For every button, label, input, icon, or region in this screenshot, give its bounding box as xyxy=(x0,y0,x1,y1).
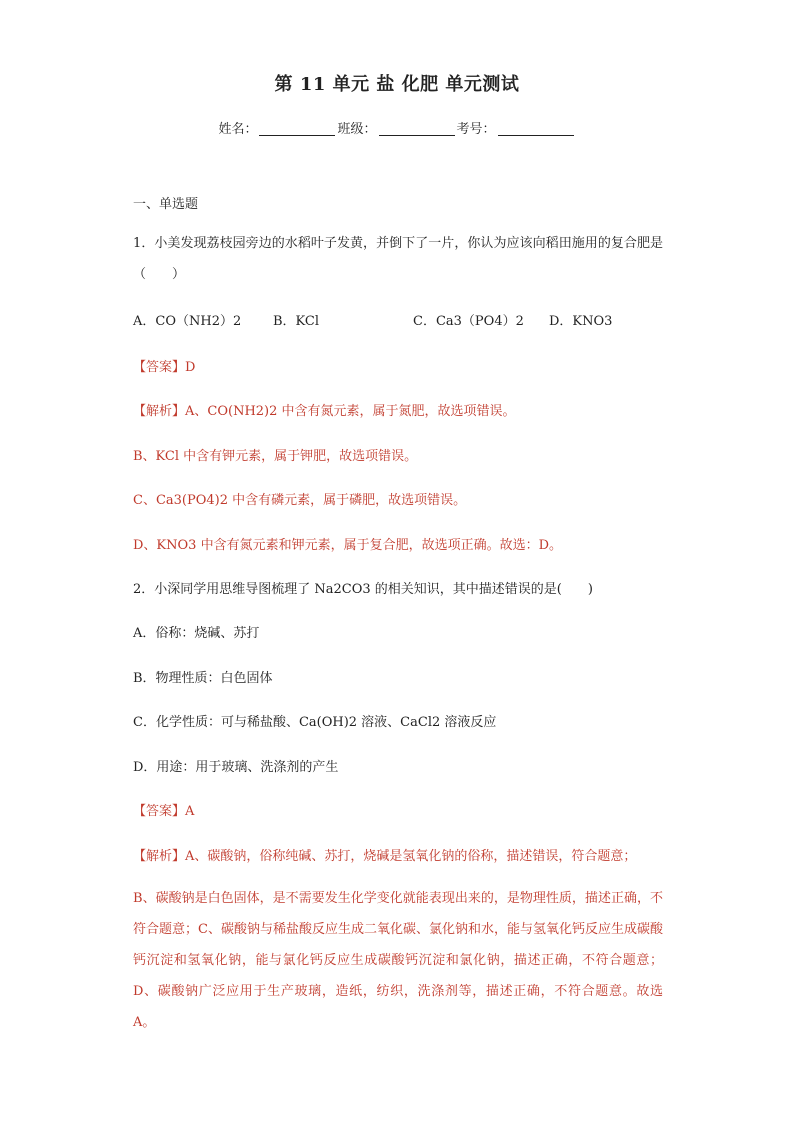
name-blank[interactable] xyxy=(259,121,335,136)
student-info-line xyxy=(0,118,794,137)
q1-option-d: D．KNO3 xyxy=(549,314,613,329)
question-2-stem: 2．小深同学用思维导图梳理了 Na2CO3 的相关知识，其中描述错误的是( ) xyxy=(133,582,593,597)
q2-answer: 【答案】A xyxy=(133,804,195,819)
q1-analysis-d: D、KNO3 中含有氮元素和钾元素，属于复合肥，故选项正确。故选：D。 xyxy=(133,538,562,553)
section-heading: 一、单选题 xyxy=(133,197,199,212)
class-blank[interactable] xyxy=(379,121,455,136)
exam-number-blank[interactable] xyxy=(498,121,574,136)
question-1-options xyxy=(133,310,612,329)
q1-analysis-a: 【解析】A、CO(NH2)2 中含有氮元素，属于氮肥，故选项错误。 xyxy=(133,404,516,419)
q1-analysis-b: B、KCl 中含有钾元素，属于钾肥，故选项错误。 xyxy=(133,449,418,464)
q2-option-c: C．化学性质：可与稀盐酸、Ca(OH)2 溶液、CaCl2 溶液反应 xyxy=(133,715,497,730)
class-label: 班级： xyxy=(337,122,377,137)
q1-answer: 【答案】D xyxy=(133,360,196,375)
q1-option-b: B．KCl xyxy=(273,314,320,329)
q2-option-b: B．物理性质：白色固体 xyxy=(133,671,273,686)
q1-analysis-c: C、Ca3(PO4)2 中含有磷元素，属于磷肥，故选项错误。 xyxy=(133,493,467,508)
exam-number-label: 考号： xyxy=(456,122,496,137)
q2-option-d: D．用途：用于玻璃、洗涤剂的产生 xyxy=(133,760,339,775)
q2-analysis-first: 【解析】A、碳酸钠，俗称纯碱、苏打，烧碱是氢氧化钠的俗称，描述错误，符合题意； xyxy=(133,849,637,864)
q2-option-a: A．俗称：烧碱、苏打 xyxy=(133,626,260,641)
q1-option-c: C．Ca3（PO4）2 xyxy=(413,314,524,329)
q2-analysis-rest: B、碳酸钠是白色固体，是不需要发生化学变化就能表现出来的，是物理性质，描述正确，不符合题意；C、碳酸钠与稀盐酸反应生成二氧化碳、氯化钠和水，能与氢氧化钙反应生成碳酸钙沉淀和氢氧化钠，能与氯化钙反应生成碳酸钙沉淀和氯化钠，描述正确，不符合题意；D、碳酸钠广泛应用于生产玻璃，造纸，纺织，洗涤剂等，描述正确，不符合题意。故选 A。 xyxy=(133,891,663,1030)
question-1-stem: 1．小美发现荔枝园旁边的水稻叶子发黄，并倒下了一片，你认为应该向稻田施用的复合肥是（ ） xyxy=(133,236,663,282)
page-title: 第 11 单元 盐 化肥 单元测试 xyxy=(274,74,520,95)
name-label: 姓名： xyxy=(218,122,258,137)
q1-option-a: A．CO（NH2）2 xyxy=(133,314,242,329)
